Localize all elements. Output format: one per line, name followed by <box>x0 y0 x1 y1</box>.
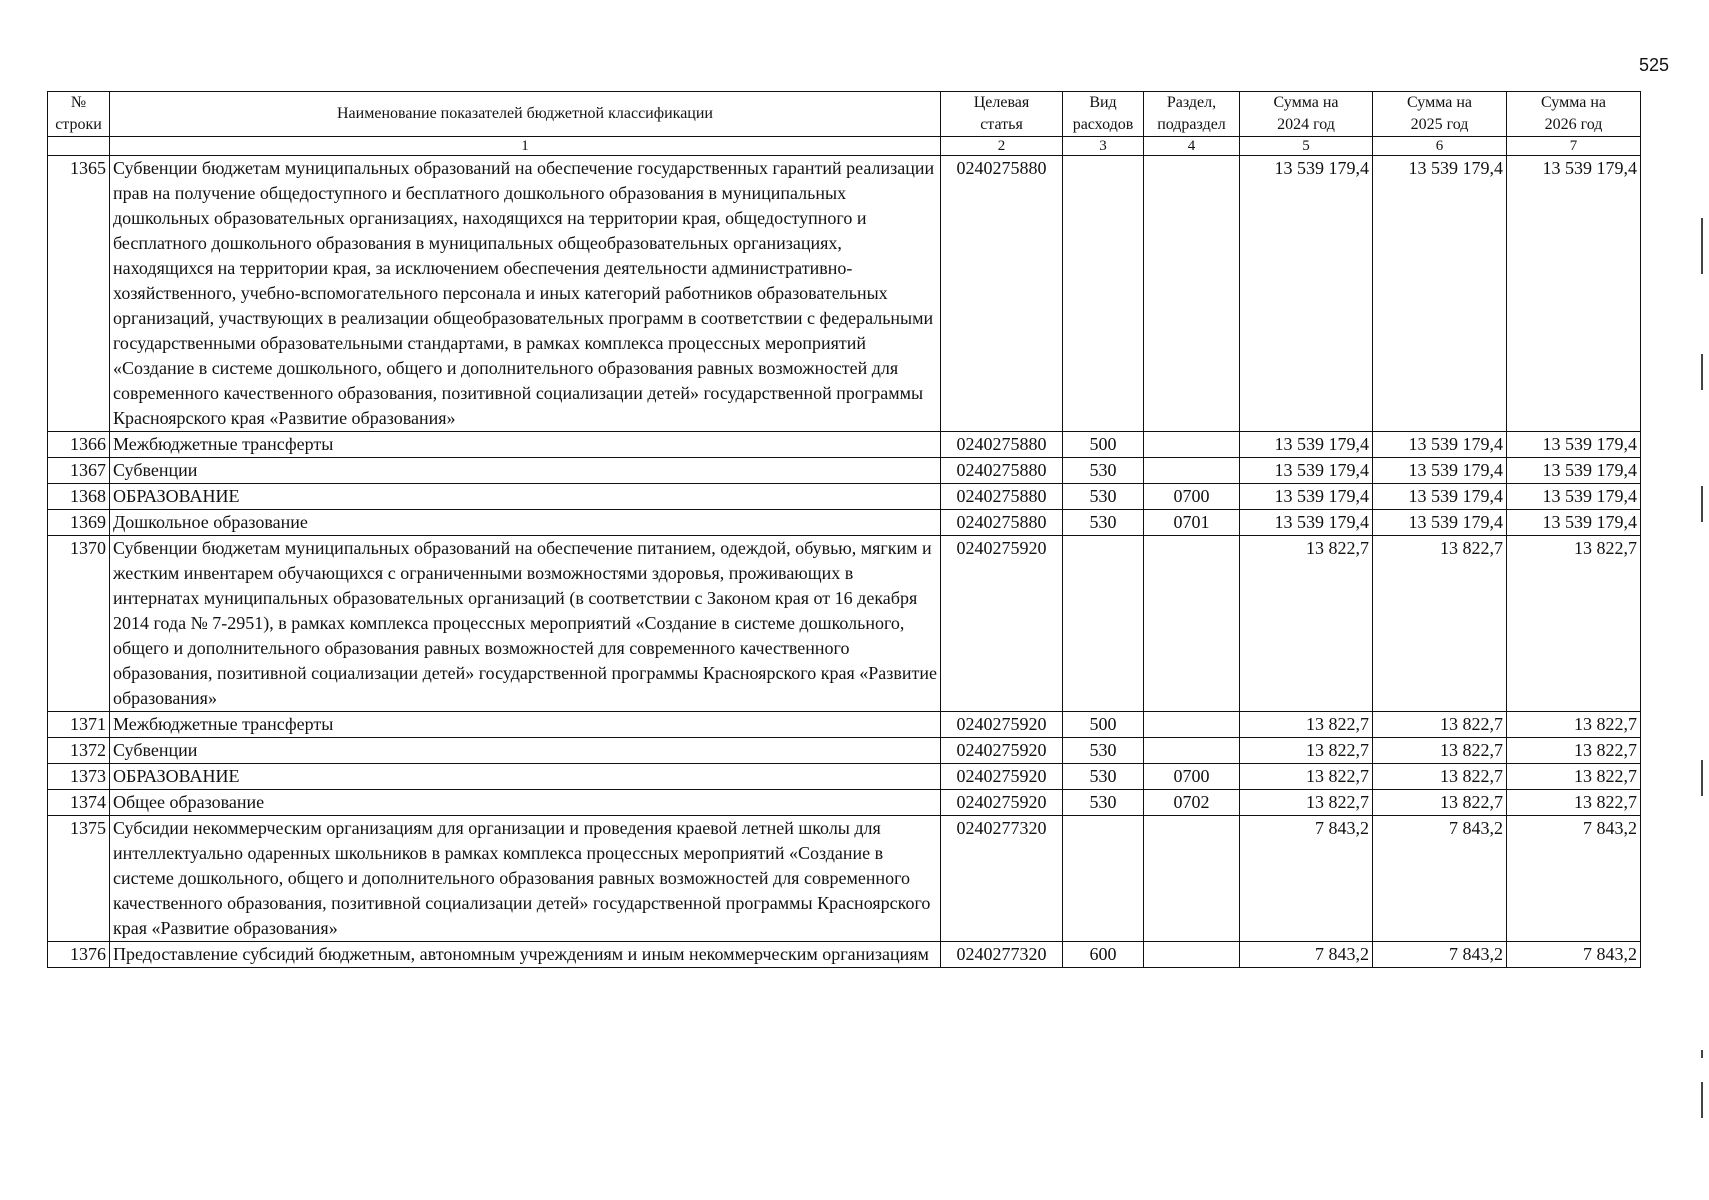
row-name: Межбюджетные трансферты <box>110 712 941 738</box>
table-row <box>48 816 1641 942</box>
row-name: Субвенции <box>110 738 941 764</box>
header-sum-2025-line1: Сумма на <box>1407 94 1472 111</box>
row-section <box>1144 712 1240 738</box>
row-expense-kind: 530 <box>1063 510 1144 536</box>
row-sum-2026: 13 539 179,4 <box>1507 510 1641 536</box>
row-sum-2024: 7 843,2 <box>1240 942 1373 968</box>
header-section-line2: подраздел <box>1157 116 1226 133</box>
row-section <box>1144 942 1240 968</box>
header-sum-2024-line2: 2024 год <box>1277 116 1335 133</box>
row-sum-2024: 13 539 179,4 <box>1240 458 1373 484</box>
row-sum-2025: 13 539 179,4 <box>1373 484 1507 510</box>
row-sum-2025: 13 822,7 <box>1373 738 1507 764</box>
header-sum-2026-line2: 2026 год <box>1544 116 1603 133</box>
row-number: 1371 <box>48 712 110 738</box>
column-index <box>48 137 110 156</box>
row-expense-kind <box>1063 536 1144 712</box>
row-target-code: 0240275880 <box>941 484 1063 510</box>
row-name: Субвенции бюджетам муниципальных образований на обеспечение государственных гарантий реализации прав на получение общедоступного и бесплатного дошкольного образования в муниципальных дошкольных образовательных организациях, находящихся на территории края, общедоступного и бесплатного дошкольного образования в муниципальных общеобразовательных организациях, находящихся на территории края, за исключением обеспечения деятельности административно-хозяйственного, учебно-вспомогательного персонала и иных категорий работников образовательных организаций, участвующих в реализации общеобразовательных программ в соответствии с федеральными государственными образовательными стандартами, в рамках комплекса процессных мероприятий «Создание в системе дошкольного, общего и дополнительного образования равных возможностей для современного качественного образования, позитивной социализации детей» государственной программы Красноярского края «Развитие образования» <box>110 156 941 432</box>
header-kind-line2: расходов <box>1072 116 1134 133</box>
row-name: Дошкольное образование <box>110 510 941 536</box>
row-target-code: 0240275920 <box>941 790 1063 816</box>
page-number: 525 <box>1638 55 1669 75</box>
row-target-code: 0240277320 <box>941 816 1063 942</box>
row-sum-2026: 7 843,2 <box>1507 816 1641 942</box>
column-index: 7 <box>1507 137 1641 156</box>
row-sum-2025: 13 539 179,4 <box>1373 432 1507 458</box>
row-sum-2025: 13 822,7 <box>1373 536 1507 712</box>
row-sum-2026: 13 822,7 <box>1507 738 1641 764</box>
row-number: 1376 <box>48 942 110 968</box>
row-target-code: 0240275880 <box>941 156 1063 432</box>
table-row <box>48 536 1641 712</box>
header-kind-line1: Вид <box>1089 94 1117 111</box>
table-row <box>48 712 1641 738</box>
header-name: Наименование показателей бюджетной классификации <box>110 92 941 137</box>
header-sum-2025 <box>1373 92 1507 137</box>
row-expense-kind: 530 <box>1063 738 1144 764</box>
row-sum-2025: 13 822,7 <box>1373 764 1507 790</box>
row-section <box>1144 458 1240 484</box>
row-name: Предоставление субсидий бюджетным, автономным учреждениям и иным некоммерческим организациям <box>110 942 941 968</box>
row-target-code: 0240275880 <box>941 510 1063 536</box>
row-sum-2025: 7 843,2 <box>1373 942 1507 968</box>
row-sum-2025: 13 539 179,4 <box>1373 458 1507 484</box>
row-section <box>1144 738 1240 764</box>
row-expense-kind <box>1063 816 1144 942</box>
row-expense-kind: 530 <box>1063 484 1144 510</box>
table-row <box>48 156 1641 432</box>
row-name: Субсидии некоммерческим организациям для организации и проведения краевой летней школы для интеллектуально одаренных школьников в рамках комплекса процессных мероприятий «Создание в системе дошкольного, общего и дополнительного образования равных возможностей для современного качественного образования, позитивной социализации детей» государственной программы Красноярского края «Развитие образования» <box>110 816 941 942</box>
row-sum-2026: 13 822,7 <box>1507 790 1641 816</box>
row-number: 1375 <box>48 816 110 942</box>
row-sum-2024: 13 822,7 <box>1240 790 1373 816</box>
row-sum-2024: 13 822,7 <box>1240 712 1373 738</box>
row-expense-kind <box>1063 156 1144 432</box>
row-section <box>1144 156 1240 432</box>
row-number: 1369 <box>48 510 110 536</box>
row-target-code: 0240275920 <box>941 764 1063 790</box>
row-number: 1367 <box>48 458 110 484</box>
row-target-code: 0240275920 <box>941 536 1063 712</box>
column-index: 3 <box>1063 137 1144 156</box>
column-index: 5 <box>1240 137 1373 156</box>
column-index: 2 <box>941 137 1063 156</box>
table-row <box>48 458 1641 484</box>
header-sum-2026 <box>1507 92 1641 137</box>
header-sum-2025-line2: 2025 год <box>1410 116 1469 133</box>
row-target-code: 0240277320 <box>941 942 1063 968</box>
row-name: Субвенции <box>110 458 941 484</box>
table-row <box>48 790 1641 816</box>
row-expense-kind: 530 <box>1063 458 1144 484</box>
table-row <box>48 432 1641 458</box>
row-sum-2024: 7 843,2 <box>1240 816 1373 942</box>
header-row-number <box>48 92 110 137</box>
row-number: 1370 <box>48 536 110 712</box>
row-expense-kind: 530 <box>1063 790 1144 816</box>
row-sum-2024: 13 539 179,4 <box>1240 510 1373 536</box>
row-sum-2024: 13 822,7 <box>1240 738 1373 764</box>
row-sum-2025: 13 539 179,4 <box>1373 156 1507 432</box>
row-name: ОБРАЗОВАНИЕ <box>110 764 941 790</box>
row-number: 1374 <box>48 790 110 816</box>
row-number: 1373 <box>48 764 110 790</box>
row-name: ОБРАЗОВАНИЕ <box>110 484 941 510</box>
row-sum-2025: 13 822,7 <box>1373 790 1507 816</box>
row-target-code: 0240275920 <box>941 738 1063 764</box>
row-sum-2026: 13 539 179,4 <box>1507 432 1641 458</box>
row-section: 0700 <box>1144 764 1240 790</box>
row-number: 1366 <box>48 432 110 458</box>
row-sum-2026: 13 539 179,4 <box>1507 458 1641 484</box>
header-expense-kind <box>1063 92 1144 137</box>
header-target-line1: Целевая <box>973 94 1030 111</box>
row-number: 1365 <box>48 156 110 432</box>
table-row <box>48 764 1641 790</box>
header-sum-2024 <box>1240 92 1373 137</box>
row-section: 0702 <box>1144 790 1240 816</box>
row-sum-2026: 13 822,7 <box>1507 764 1641 790</box>
row-sum-2024: 13 822,7 <box>1240 764 1373 790</box>
header-sum-2026-line1: Сумма на <box>1541 94 1606 111</box>
column-index: 4 <box>1144 137 1240 156</box>
budget-table <box>47 91 1641 968</box>
row-number: 1372 <box>48 738 110 764</box>
header-row-number-line2: строки <box>55 116 102 133</box>
row-section: 0700 <box>1144 484 1240 510</box>
row-section <box>1144 816 1240 942</box>
column-index-row <box>48 137 1641 156</box>
header-sum-2024-line1: Сумма на <box>1273 94 1339 111</box>
row-target-code: 0240275920 <box>941 712 1063 738</box>
table-row <box>48 484 1641 510</box>
header-row <box>48 92 1641 137</box>
header-section <box>1144 92 1240 137</box>
row-sum-2025: 13 822,7 <box>1373 712 1507 738</box>
row-sum-2024: 13 539 179,4 <box>1240 156 1373 432</box>
scan-edge-marks <box>1697 0 1709 1200</box>
row-sum-2026: 13 539 179,4 <box>1507 156 1641 432</box>
row-sum-2024: 13 539 179,4 <box>1240 484 1373 510</box>
row-sum-2026: 7 843,2 <box>1507 942 1641 968</box>
row-expense-kind: 500 <box>1063 432 1144 458</box>
row-number: 1368 <box>48 484 110 510</box>
header-target-line2: статья <box>980 116 1023 133</box>
table-row <box>48 738 1641 764</box>
row-expense-kind: 530 <box>1063 764 1144 790</box>
column-index: 1 <box>110 137 941 156</box>
row-sum-2026: 13 539 179,4 <box>1507 484 1641 510</box>
header-row-number-line1: № <box>70 94 87 111</box>
row-name: Межбюджетные трансферты <box>110 432 941 458</box>
row-expense-kind: 600 <box>1063 942 1144 968</box>
table-row <box>48 942 1641 968</box>
row-name: Субвенции бюджетам муниципальных образований на обеспечение питанием, одеждой, обувью, мягким и жестким инвентарем обучающихся с ограниченными возможностями здоровья, проживающих в интернатах муниципальных образовательных организаций (в соответствии с Законом края от 16 декабря 2014 года № 7-2951), в рамках комплекса процессных мероприятий «Создание в системе дошкольного, общего и дополнительного образования равных возможностей для современного качественного образования, позитивной социализации детей» государственной программы Красноярского края «Развитие образования» <box>110 536 941 712</box>
row-sum-2024: 13 539 179,4 <box>1240 432 1373 458</box>
row-target-code: 0240275880 <box>941 458 1063 484</box>
row-sum-2025: 7 843,2 <box>1373 816 1507 942</box>
row-expense-kind: 500 <box>1063 712 1144 738</box>
row-section: 0701 <box>1144 510 1240 536</box>
header-section-line1: Раздел, <box>1166 94 1217 111</box>
header-target-article <box>941 92 1063 137</box>
row-sum-2024: 13 822,7 <box>1240 536 1373 712</box>
row-sum-2026: 13 822,7 <box>1507 536 1641 712</box>
table-row <box>48 510 1641 536</box>
row-name: Общее образование <box>110 790 941 816</box>
column-index: 6 <box>1373 137 1507 156</box>
row-sum-2025: 13 539 179,4 <box>1373 510 1507 536</box>
row-section <box>1144 536 1240 712</box>
row-sum-2026: 13 822,7 <box>1507 712 1641 738</box>
row-target-code: 0240275880 <box>941 432 1063 458</box>
row-section <box>1144 432 1240 458</box>
